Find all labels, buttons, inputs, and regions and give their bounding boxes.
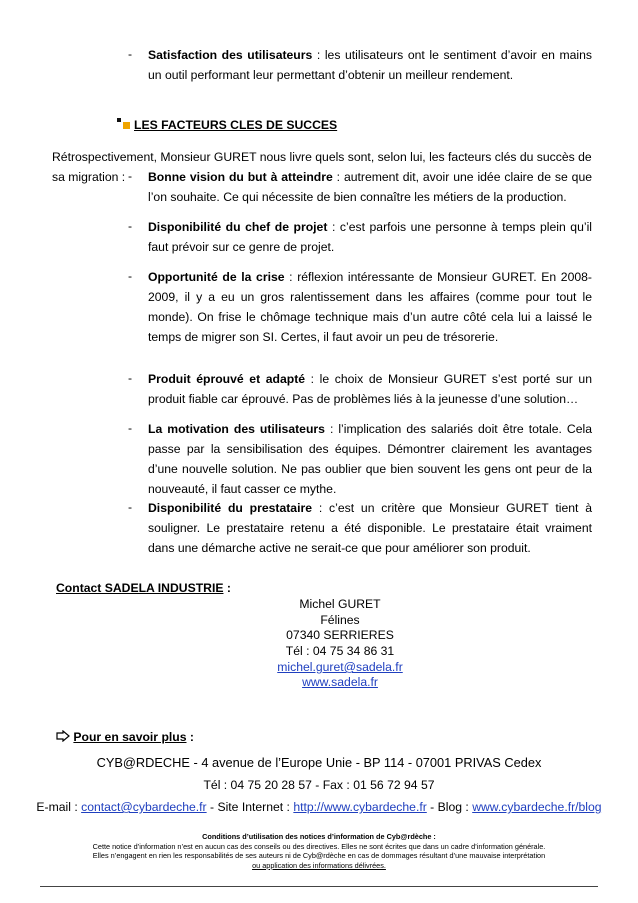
contact-city: Félines (320, 613, 360, 627)
list-bullet: - (128, 421, 133, 435)
contact-postcode: 07340 SERRIERES (286, 628, 394, 642)
list-bullet: - (128, 269, 133, 283)
list-bullet: - (128, 500, 133, 514)
contact-phone: Tél : 04 75 34 86 31 (285, 644, 395, 658)
intro-paragraph: Rétrospectivement, Monsieur GURET nous livre quels sont, selon lui, les facteurs clés du succès de sa migration : (52, 150, 592, 184)
contact-heading: Contact SADELA INDUSTRIE : (56, 581, 231, 595)
item-title: Disponibilité du prestataire (148, 501, 312, 515)
item-text: : autrement dit, avoir une idée claire de se que l’on souhaite. Ce qui nécessite de bien connaître les métiers de la production. (148, 170, 592, 204)
list-bullet: - (128, 169, 133, 183)
item-text: : c’est parfois une personne à temps plein qu’il faut prévoir sur ce genre de projet. (148, 220, 592, 254)
item-text: : les utilisateurs ont le sentiment d’avoir en mains un outil performant leur permettant d’obtenir un meilleur rendement. (148, 48, 592, 82)
footer-divider (40, 886, 598, 887)
contact-email-link[interactable]: michel.guret@sadela.fr (277, 660, 403, 674)
item-title: Bonne vision du but à atteindre (148, 170, 333, 184)
contact-website-link[interactable]: www.sadela.fr (302, 675, 378, 689)
pointing-hand-icon (56, 730, 70, 742)
list-item (148, 167, 592, 207)
item-title: Satisfaction des utilisateurs (148, 48, 313, 62)
item-title: Produit éprouvé et adapté (148, 372, 306, 386)
item-text: : réflexion intéressante de Monsieur GURET. En 2008-2009, il y a eu un gros ralentissement dans les affaires (comme pour tout le monde). On frise le chômage technique mais d’un autre côté cela lui a laissé le temps de migrer son SI. Certes, il faut avoir un peu de trésorerie. (148, 270, 592, 344)
item-text: : le choix de Monsieur GURET s’est porté sur un produit fiable car éprouvé. Pas de problèmes liés à la jeunesse d’une solution… (148, 372, 592, 406)
item-title: La motivation des utilisateurs (148, 422, 325, 436)
org-blog-link[interactable]: www.cybardeche.fr/blog (472, 800, 602, 814)
list-item (148, 217, 592, 257)
list-bullet: - (128, 47, 133, 61)
list-item (148, 267, 592, 347)
org-site-link[interactable]: http://www.cybardeche.fr (293, 800, 427, 814)
list-item (148, 498, 592, 558)
heading-bullet-icon (117, 118, 121, 122)
contact-name: Michel GURET (299, 597, 381, 611)
footer-line: Elles n’engagent en rien les responsabilités de ses auteurs ni de Cyb@rdèche en cas de dommages résultant d’une mauvaise interprétation (92, 851, 546, 860)
list-item (148, 419, 592, 499)
org-phone: Tél : 04 75 20 28 57 - Fax : 01 56 72 94 57 (203, 778, 435, 792)
org-email-link[interactable]: contact@cybardeche.fr (81, 800, 207, 814)
more-info-heading: Pour en savoir plus : (56, 730, 194, 744)
item-text: : c’est un critère que Monsieur GURET tient à souligner. Le prestataire retenu a été disponible. Le prestataire était vraiment dans une démarche active ne serait-ce que pour améliorer son produit. (148, 501, 592, 555)
footer-line: ou application des informations délivrées. (252, 861, 386, 870)
list-item (148, 369, 592, 409)
item-title: Disponibilité du chef de projet (148, 220, 328, 234)
org-links: E-mail : contact@cybardeche.fr - Site Internet : http://www.cybardeche.fr - Blog : www.cybardeche.fr/blog (36, 800, 602, 814)
list-bullet: - (128, 371, 133, 385)
list-item (148, 45, 592, 85)
footer-title: Conditions d’utilisation des notices d’information de Cyb@rdèche : (202, 832, 436, 841)
list-bullet: - (128, 219, 133, 233)
section-heading: LES FACTEURS CLES DE SUCCES (134, 118, 338, 132)
item-title: Opportunité de la crise (148, 270, 285, 284)
item-text: : l’implication des salariés doit être totale. Cela passe par la sensibilisation des équipes. Démontrer clairement les avantages d’une nouvelle solution. Ne pas oublier que bien souvent les gens ont peur de la nouveauté, il faut casser ce mythe. (148, 422, 592, 496)
org-address: CYB@RDECHE - 4 avenue de l’Europe Unie - BP 114 - 07001 PRIVAS Cedex (96, 755, 542, 770)
heading-bullet-icon (123, 122, 130, 129)
footer-line: Cette notice d’information n’est en aucun cas des conseils ou des directives. Elles ne sont écrites que dans un cadre d’information générale. (92, 842, 546, 851)
